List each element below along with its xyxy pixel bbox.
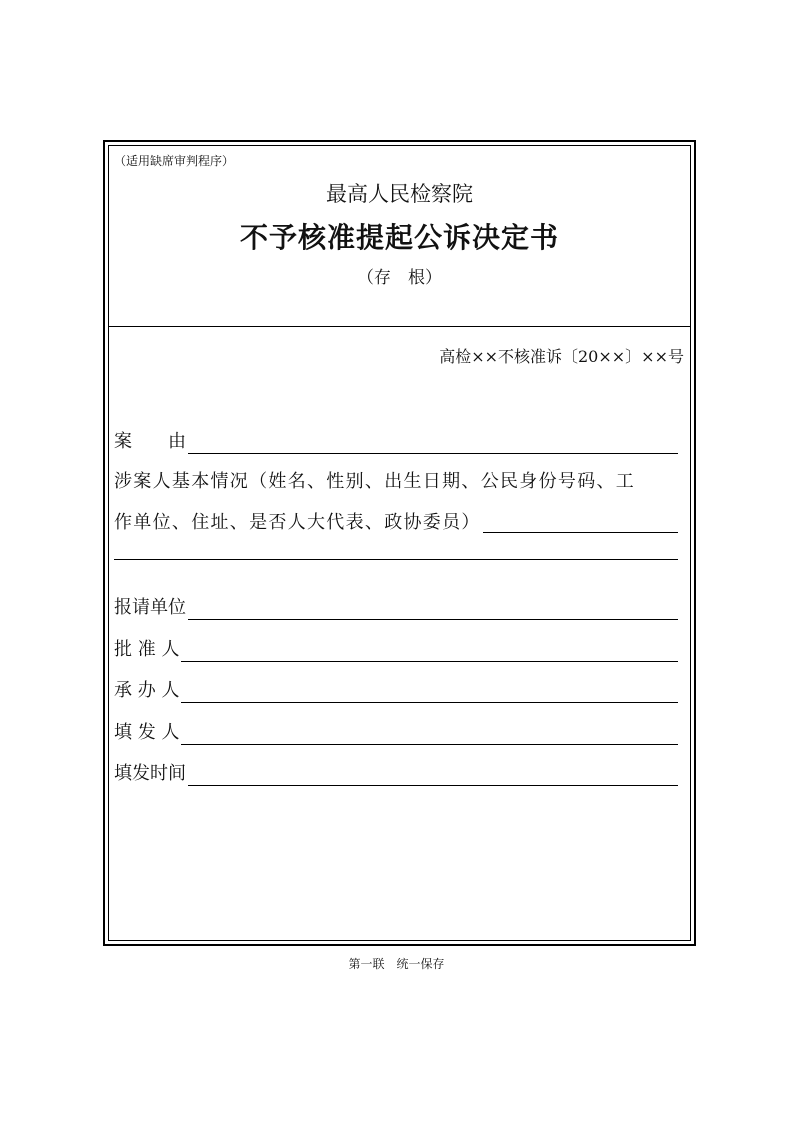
document-title: 不予核准提起公诉决定书 [239, 221, 559, 254]
form-inner-border [108, 145, 691, 941]
case-reason-row [114, 426, 678, 454]
court-name: 最高人民检察院 [326, 182, 473, 206]
issue-time-row [114, 758, 678, 786]
reporting-unit-label: 报请单位 [114, 597, 186, 618]
handler-field[interactable] [181, 680, 678, 703]
involved-person-label-line1: 涉案人基本情况（姓名、性别、出生日期、公民身份号码、工 [114, 471, 636, 492]
reporting-unit-field[interactable] [188, 597, 678, 620]
issuer-field[interactable] [181, 722, 678, 745]
issuer-row [114, 717, 678, 745]
handler-row [114, 675, 678, 703]
procedure-note: （适用缺席审判程序） [114, 154, 235, 168]
case-reason-label: 案 由 [114, 431, 186, 452]
involved-person-paragraph [114, 461, 678, 543]
reporting-unit-row [114, 592, 678, 620]
approver-row [114, 634, 678, 662]
involved-person-field[interactable] [483, 504, 678, 533]
involved-person-label-line2: 作单位、住址、是否人大代表、政协委员） [114, 512, 481, 533]
involved-person-extra-line[interactable] [114, 559, 678, 560]
issue-time-field[interactable] [188, 763, 678, 786]
issuer-label: 填 发 人 [114, 722, 180, 743]
approver-field[interactable] [181, 639, 678, 662]
form-header [109, 146, 690, 327]
copy-footer: 第一联 统一保存 [348, 957, 445, 971]
stub-label: （存 根） [357, 268, 442, 288]
case-reason-field[interactable] [188, 431, 678, 454]
issue-time-label: 填发时间 [114, 763, 186, 784]
document-number: 高检××不核准诉〔20××〕××号 [439, 347, 684, 366]
form-outer-border [103, 140, 696, 946]
approver-label: 批 准 人 [114, 639, 180, 660]
handler-label: 承 办 人 [114, 680, 180, 701]
